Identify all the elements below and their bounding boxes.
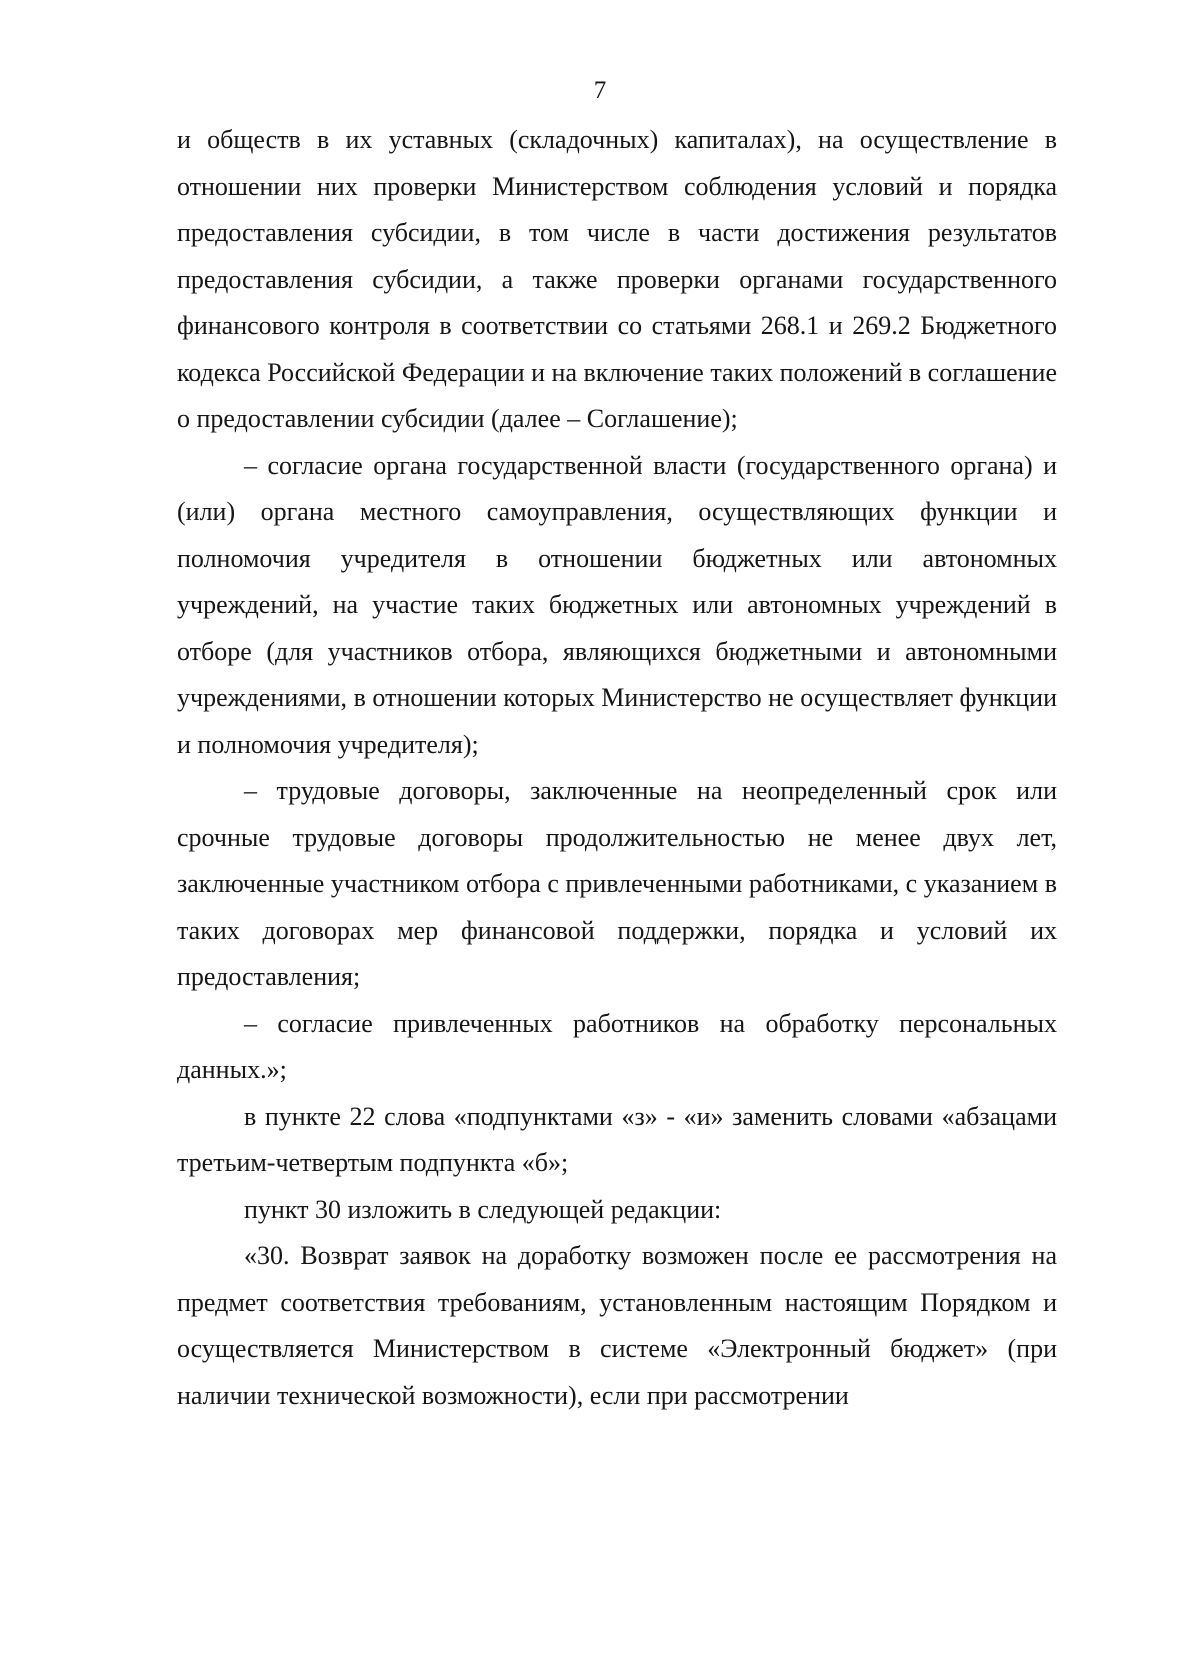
document-body — [177, 117, 1057, 1419]
paragraph-authority-consent: – согласие органа государственной власти (государственного органа) и (или) органа местного самоуправления, осуществляющих функции и полномочия учредителя в отношении бюджетных или автономных учреждений, на участие таких бюджетных или автономных учреждений в отборе (для участников отбора, являющихся бюджетными и автономными учреждениями, в отношении которых Министерство не осуществляет функции и полномочия учредителя); — [177, 450, 1057, 759]
paragraph-point-30-text: «30. Возврат заявок на доработку возможен после ее рассмотрения на предмет соответствия требованиям, установленным настоящим Порядком и осуществляется Министерством в системе «Электронный бюджет» (при наличии технической возможности), если при рассмотрении — [177, 1241, 1057, 1410]
paragraph-consent-continuation: и обществ в их уставных (складочных) капиталах), на осуществление в отношении них проверки Министерством соблюдения условий и порядка предоставления субсидии, в том числе в части достижения результатов предоставления субсидии, а также проверки органами государственного финансового контроля в соответствии со статьями 268.1 и 269.2 Бюджетного кодекса Российской Федерации и на включение таких положений в соглашение о предоставлении субсидии (далее – Соглашение); — [177, 125, 1057, 433]
paragraph-point-22-amendment: в пункте 22 слова «подпунктами «з» - «и» заменить словами «абзацами третьим-четвертым подпункта «б»; — [177, 1101, 1057, 1177]
page-number: 7 — [593, 77, 607, 104]
paragraph-point-30-intro: пункт 30 изложить в следующей редакции: — [244, 1194, 722, 1224]
paragraph-personal-data-consent: – согласие привлеченных работников на обработку персональных данных.»; — [177, 1008, 1057, 1084]
paragraph-labor-contracts: – трудовые договоры, заключенные на неопределенный срок или срочные трудовые договоры продолжительностью не менее двух лет, заключенные участником отбора с привлеченными работниками, с указанием в таких договорах мер финансовой поддержки, порядка и условий их предоставления; — [177, 776, 1057, 991]
